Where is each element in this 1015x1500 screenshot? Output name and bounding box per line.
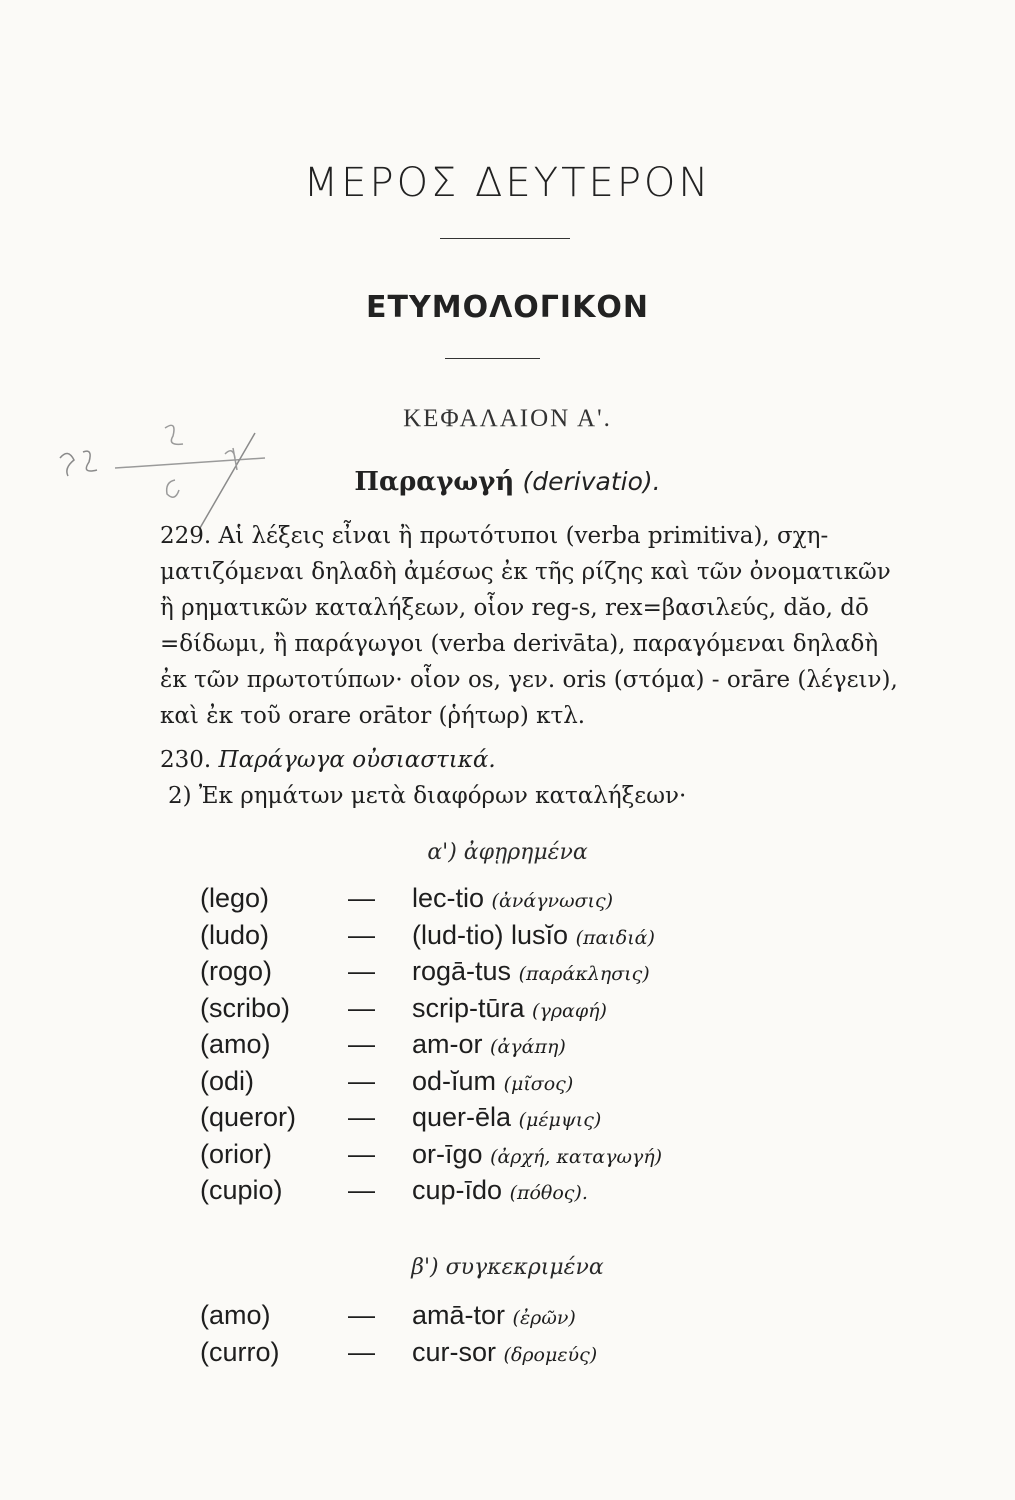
dash: — xyxy=(348,883,375,913)
section-title: ΕΤΥΜΟΛΟΓΙΚΟΝ xyxy=(366,290,649,325)
source-verb: (curro) xyxy=(200,1336,280,1367)
dash: — xyxy=(348,1336,375,1367)
greek-gloss: (παιδιά) xyxy=(575,926,655,949)
derived-noun: quer-ēla xyxy=(412,1102,512,1132)
section-number: 230. xyxy=(160,747,212,773)
source-verb: (queror) xyxy=(200,1102,297,1132)
table-row xyxy=(200,993,820,1030)
greek-gloss: (μῖσος) xyxy=(503,1072,574,1095)
divider-rule xyxy=(440,238,570,239)
divider-rule xyxy=(445,358,540,359)
dash: — xyxy=(348,1102,375,1132)
dash: — xyxy=(348,1029,375,1059)
derived-noun: am-or xyxy=(412,1029,483,1059)
derivation-table-concrete xyxy=(200,1300,820,1373)
greek-gloss: (ἀρχή, καταγωγή) xyxy=(490,1145,663,1168)
derived-noun: amā-tor xyxy=(412,1300,506,1330)
table-row xyxy=(200,1139,820,1176)
paragraph-line: ματιζόμεναι δηλαδὴ ἀμέσως ἐκ τῆς ρίζης καὶ τῶν ὀνοματικῶν xyxy=(160,559,891,585)
table-row xyxy=(200,1066,820,1103)
derived-noun: cup-īdo xyxy=(412,1175,503,1205)
paragraph-229 xyxy=(160,518,898,734)
source-verb: (odi) xyxy=(200,1065,255,1096)
derived-noun: od-ĭum xyxy=(412,1065,497,1096)
dash: — xyxy=(348,956,375,986)
source-verb: (rogo) xyxy=(200,956,273,986)
derived-noun: lec-tio xyxy=(412,883,485,913)
group-b-label: β') συγκεκριμένα xyxy=(411,1255,604,1280)
source-verb: (orior) xyxy=(200,1138,272,1169)
source-verb: (cupio) xyxy=(200,1175,283,1205)
dash: — xyxy=(348,1175,375,1205)
greek-gloss: (παράκλησις) xyxy=(518,963,650,985)
dash: — xyxy=(348,1065,375,1096)
dash: — xyxy=(348,1300,375,1330)
greek-gloss: (γραφή) xyxy=(532,999,607,1022)
heading-230 xyxy=(160,742,860,778)
table-row xyxy=(200,1102,820,1139)
dash: — xyxy=(348,919,375,950)
table-row xyxy=(200,1175,820,1212)
source-verb: (scribo) xyxy=(200,992,291,1023)
table-row xyxy=(200,956,820,993)
derived-noun: (lud-tio) lusĭo xyxy=(412,919,569,950)
derived-noun: scrip-tūra xyxy=(412,992,525,1023)
greek-gloss: (ἀγάπη) xyxy=(490,1036,566,1058)
heading-latin: (derivatio). xyxy=(522,467,661,496)
table-row xyxy=(200,1337,820,1374)
derived-noun: cur-sor xyxy=(412,1336,497,1367)
greek-gloss: (ἀνάγνωσις) xyxy=(491,890,614,912)
chapter-heading: ΚΕΦΑΛΑΙΟΝ Α'. xyxy=(403,405,612,432)
greek-gloss: (μέμψις) xyxy=(518,1109,602,1131)
greek-gloss: (πόθος). xyxy=(509,1182,588,1204)
source-verb: (lego) xyxy=(200,883,270,913)
derived-noun: or-īgo xyxy=(412,1138,483,1169)
sub-heading-230: 2) Ἐκ ρημάτων μετὰ διαφόρων καταλήξεων· xyxy=(168,783,687,809)
source-verb: (amo) xyxy=(200,1300,271,1330)
group-a-label: α') ἀφῃρημένα xyxy=(427,840,588,865)
table-row xyxy=(200,1029,820,1066)
part-title: ΜΕΡΟΣ ΔΕΥΤΕΡΟΝ xyxy=(303,160,712,206)
paragraph-line: καὶ ἐκ τοῦ orare orātor (ῥήτωρ) κτλ. xyxy=(160,703,586,729)
chapter-subheading xyxy=(0,467,1015,497)
dash: — xyxy=(348,1138,375,1169)
greek-gloss: (ἐρῶν) xyxy=(512,1307,576,1329)
greek-gloss: (δρομεύς) xyxy=(503,1343,598,1366)
derived-noun: rogā-tus xyxy=(412,956,512,986)
section-title-230: Παράγωγα οὐσιαστικά. xyxy=(218,747,496,773)
table-row xyxy=(200,920,820,957)
source-verb: (amo) xyxy=(200,1029,271,1059)
paragraph-line: ἢ ρηματικῶν καταλήξεων, οἷον reg-s, rex=βασιλεύς, dăo, dō xyxy=(160,595,869,621)
paragraph-line: ἐκ τῶν πρωτοτύπων· οἷον os, γεν. oris (στόμα) - orāre (λέγειν), xyxy=(160,667,898,693)
derivation-table-abstract xyxy=(200,883,820,1212)
table-row xyxy=(200,883,820,920)
paragraph-line: =δίδωμι, ἢ παράγωγοι (verba derivāta), παραγόμεναι δηλαδὴ xyxy=(160,631,879,657)
heading-greek: Παραγωγή xyxy=(354,467,515,497)
table-row xyxy=(200,1300,820,1337)
source-verb: (ludo) xyxy=(200,919,270,950)
paragraph-line: 229. Αἱ λέξεις εἶναι ἢ πρωτότυποι (verba primitiva), σχη- xyxy=(160,523,829,549)
dash: — xyxy=(348,992,375,1023)
